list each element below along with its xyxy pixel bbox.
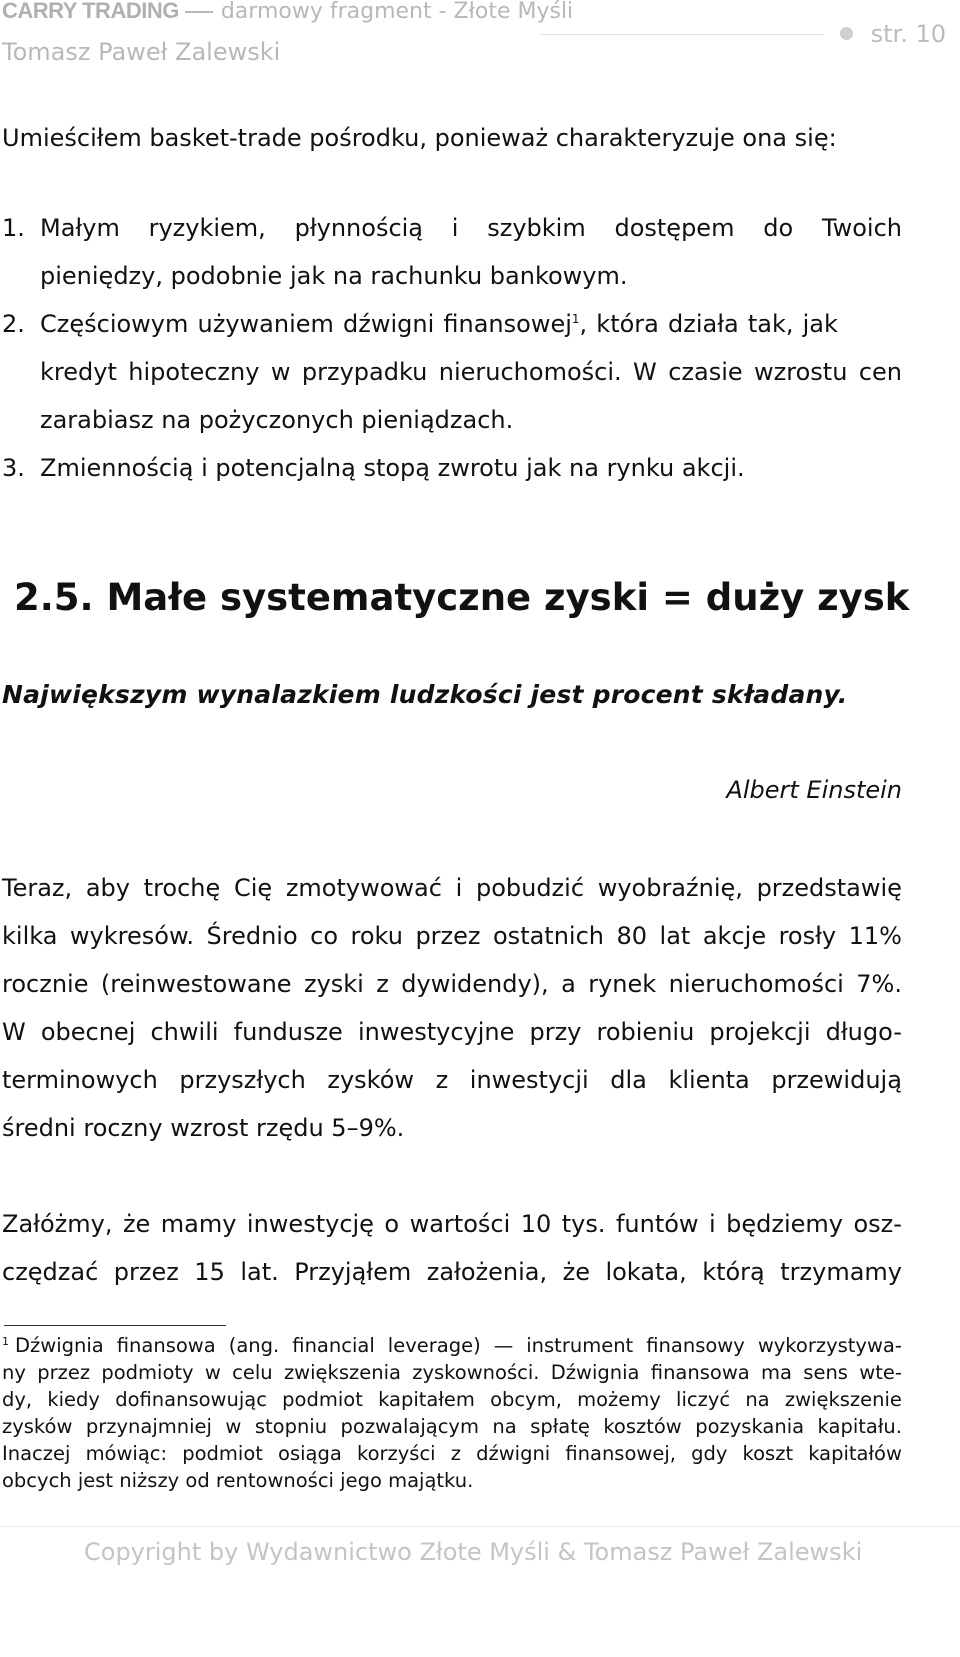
word: spłatę	[530, 1415, 590, 1438]
word: dy,	[2, 1388, 33, 1411]
word: W	[633, 358, 657, 386]
footnote-line-2	[2, 1361, 902, 1384]
list-item-2-line-2	[40, 358, 902, 386]
word: wyobraźnię,	[597, 874, 743, 902]
word: trochę	[143, 874, 221, 902]
word: celu	[232, 1361, 273, 1384]
word: pobudzić	[475, 874, 585, 902]
word: którą	[702, 1258, 765, 1286]
paragraph-2-line-1	[2, 1210, 902, 1238]
word: i	[451, 214, 459, 242]
word: pozwalającym	[340, 1415, 479, 1438]
word: dofinansowując	[115, 1388, 267, 1411]
paragraph-1-line-4	[2, 1018, 902, 1046]
footnote-word: instrument	[526, 1334, 634, 1357]
word: pozyskania	[695, 1415, 805, 1438]
footer-rule	[0, 1526, 960, 1527]
word: i	[709, 1210, 716, 1238]
word: Przyjąłem	[294, 1258, 412, 1286]
word: lat	[659, 922, 691, 950]
word: Załóżmy,	[2, 1210, 113, 1238]
word: Dźwignia	[550, 1361, 640, 1384]
page-number-label: str. 10	[870, 20, 946, 48]
word: przyszłych	[179, 1066, 306, 1094]
word: możemy	[577, 1388, 661, 1411]
word: fundusze	[233, 1018, 343, 1046]
word: (reinwestowane	[100, 970, 292, 998]
footnote-mark: 1	[2, 1334, 9, 1348]
word: inwestycyjne	[357, 1018, 515, 1046]
header-author: Tomasz Paweł Zalewski	[2, 38, 281, 66]
word: z	[435, 1066, 449, 1094]
list-item-3-text: Zmiennością i potencjalną stopą zwrotu jak na rynku akcji.	[40, 454, 745, 482]
list-item-2-line-1	[40, 310, 838, 338]
list-number-2: 2.	[2, 310, 25, 338]
word: w	[204, 1361, 221, 1384]
list-item-1-line-1	[40, 214, 902, 242]
word: zmotywować	[285, 874, 442, 902]
word: 80	[616, 922, 648, 950]
list-item-2-line-3: zarabiasz na pożyczonych pieniądzach.	[40, 406, 514, 434]
paragraph-2-line-2	[2, 1258, 902, 1286]
list-item-2-text: Częściowym używaniem dźwigni finansowej	[40, 310, 572, 338]
list-number-1: 1.	[2, 214, 25, 242]
paragraph-1-line-3	[2, 970, 902, 998]
word: 15	[194, 1258, 225, 1286]
list-item-2-text-after: , która działa tak, jak	[579, 310, 838, 338]
word: zyskowności.	[412, 1361, 540, 1384]
word: przynajmniej	[85, 1415, 212, 1438]
word: ma	[761, 1361, 792, 1384]
word: klienta	[668, 1066, 750, 1094]
word: wzrostu	[754, 358, 848, 386]
word: rocznie	[2, 970, 89, 998]
word: w	[225, 1415, 242, 1438]
word: nieruchomości.	[438, 358, 622, 386]
word: kosztów	[603, 1415, 682, 1438]
word: przedstawię	[756, 874, 902, 902]
word: terminowych	[2, 1066, 158, 1094]
word: wartości	[409, 1210, 511, 1238]
intro-text: Umieściłem basket-trade pośrodku, ponieważ charakteryzuje ona się:	[2, 124, 837, 152]
word: kapitałem	[378, 1388, 475, 1411]
word: Średnio	[206, 922, 298, 950]
word: lat.	[240, 1258, 279, 1286]
word: gdy	[691, 1442, 728, 1465]
word: dźwigni	[476, 1442, 551, 1465]
word: inwestycji	[469, 1066, 589, 1094]
page-number	[840, 20, 946, 48]
footnote-word: —	[493, 1334, 514, 1357]
word: kapitałów	[808, 1442, 902, 1465]
word: W	[2, 1018, 26, 1046]
word: projekcji	[709, 1018, 811, 1046]
word: trzymamy	[780, 1258, 902, 1286]
word: funtów	[615, 1210, 699, 1238]
footnote-ref[interactable]: 1	[571, 312, 580, 326]
word: osiąga	[278, 1442, 342, 1465]
word: przewidują	[771, 1066, 902, 1094]
word: dostępem	[614, 214, 735, 242]
paragraph-1-line-6: średni roczny wzrost rzędu 5–9%.	[2, 1114, 405, 1142]
word: Inaczej	[2, 1442, 71, 1465]
word: czasie	[668, 358, 743, 386]
word: cen	[858, 358, 902, 386]
word: a	[561, 970, 576, 998]
header-brand: CARRY TRADING	[2, 0, 179, 23]
word: mówiąc:	[85, 1442, 168, 1465]
word: czędzać	[2, 1258, 99, 1286]
word: akcje	[702, 922, 767, 950]
word: 11%	[848, 922, 902, 950]
footnote-word: (ang.	[228, 1334, 280, 1357]
word: zysków	[2, 1415, 73, 1438]
footnote-rule	[4, 1325, 226, 1326]
word: zysków	[327, 1066, 415, 1094]
word: ostatnich	[493, 922, 604, 950]
footer-copyright: Copyright by Wydawnictwo Złote Myśli & Tomasz Paweł Zalewski	[84, 1538, 863, 1566]
word: dla	[610, 1066, 647, 1094]
word: rynek	[588, 970, 657, 998]
header-subtitle: darmowy fragment - Złote Myśli	[220, 0, 574, 24]
word: mamy	[160, 1210, 237, 1238]
word: tys.	[561, 1210, 606, 1238]
word: zyski	[303, 970, 364, 998]
word: chwili	[150, 1018, 219, 1046]
word: przy	[529, 1018, 582, 1046]
bullet-dot-icon	[840, 27, 853, 40]
word: inwestycję	[246, 1210, 374, 1238]
word: liczyć	[676, 1388, 731, 1411]
word: finansowa	[650, 1361, 750, 1384]
word: robieniu	[596, 1018, 695, 1046]
word: nieruchomości	[668, 970, 844, 998]
paragraph-1-line-5	[2, 1066, 902, 1094]
word: lokata,	[605, 1258, 687, 1286]
word: ryzykiem,	[148, 214, 266, 242]
footnote-word: financial	[292, 1334, 375, 1357]
word: że	[562, 1258, 590, 1286]
header-title	[2, 0, 573, 24]
word: osz-	[853, 1210, 902, 1238]
word: kapitału.	[817, 1415, 902, 1438]
word: Cię	[233, 874, 273, 902]
word: że	[122, 1210, 151, 1238]
word: na	[745, 1388, 770, 1411]
list-number-3: 3.	[2, 454, 25, 482]
word: hipoteczny	[128, 358, 260, 386]
paragraph-1-line-1	[2, 874, 902, 902]
footnote-line-4	[2, 1415, 902, 1438]
word: sens	[803, 1361, 848, 1384]
word: stopniu	[254, 1415, 328, 1438]
word: przypadku	[301, 358, 428, 386]
quote-text: Największym wynalazkiem ludzkości jest procent składany.	[2, 680, 848, 709]
word: dywidendy),	[401, 970, 549, 998]
word: obcym,	[490, 1388, 562, 1411]
footnote-first-word	[2, 1334, 104, 1357]
word: podmioty	[101, 1361, 194, 1384]
word: i	[455, 874, 463, 902]
word: zwiększenia	[283, 1361, 401, 1384]
word: wykresów.	[69, 922, 194, 950]
word: podmiot	[182, 1442, 263, 1465]
word: aby	[85, 874, 130, 902]
word: długo-	[825, 1018, 902, 1046]
footnote-line-6: obcych jest niższy od rentowności jego majątku.	[2, 1469, 474, 1492]
word: płynnością	[294, 214, 424, 242]
word: obecnej	[40, 1018, 136, 1046]
word: do	[763, 214, 794, 242]
word: rosły	[778, 922, 837, 950]
word: przez	[415, 922, 481, 950]
word: ny	[2, 1361, 26, 1384]
footnote-line-1	[2, 1334, 902, 1357]
word: z	[450, 1442, 461, 1465]
word: kilka	[2, 922, 58, 950]
word: z	[376, 970, 389, 998]
word: Twoich	[821, 214, 902, 242]
word: co	[310, 922, 339, 950]
paragraph-1-line-2	[2, 922, 902, 950]
word: Małym	[40, 214, 120, 242]
word: kredyt	[40, 358, 117, 386]
word: korzyści	[356, 1442, 436, 1465]
word: Teraz,	[2, 874, 73, 902]
word: 7%.	[856, 970, 902, 998]
footnote-line-3	[2, 1388, 902, 1411]
word: w	[270, 358, 291, 386]
footnote-word: Dźwignia	[15, 1334, 104, 1357]
word: kiedy	[47, 1388, 100, 1411]
word: przez	[113, 1258, 179, 1286]
header-dash	[185, 11, 213, 13]
footnote-line-5	[2, 1442, 902, 1465]
footnote-word: leverage)	[387, 1334, 481, 1357]
word: zwiększenie	[784, 1388, 902, 1411]
footnote-word: finansowa	[116, 1334, 216, 1357]
word: o	[384, 1210, 400, 1238]
footnote-word: wykorzystywa-	[757, 1334, 902, 1357]
word: podmiot	[282, 1388, 363, 1411]
word: na	[492, 1415, 517, 1438]
list-item-1-line-2: pieniędzy, podobnie jak na rachunku bankowym.	[40, 262, 628, 290]
word: przez	[37, 1361, 91, 1384]
word: założenia,	[426, 1258, 548, 1286]
word: 10	[520, 1210, 552, 1238]
word: będziemy	[726, 1210, 844, 1238]
word: szybkim	[487, 214, 586, 242]
section-heading: 2.5. Małe systematyczne zyski = duży zysk	[14, 576, 910, 619]
word: wte-	[859, 1361, 902, 1384]
quote-author: Albert Einstein	[726, 776, 902, 804]
word: roku	[350, 922, 403, 950]
header-rule	[540, 34, 824, 35]
word: koszt	[742, 1442, 794, 1465]
footnote-word: finansowy	[646, 1334, 745, 1357]
word: finansowej,	[565, 1442, 676, 1465]
